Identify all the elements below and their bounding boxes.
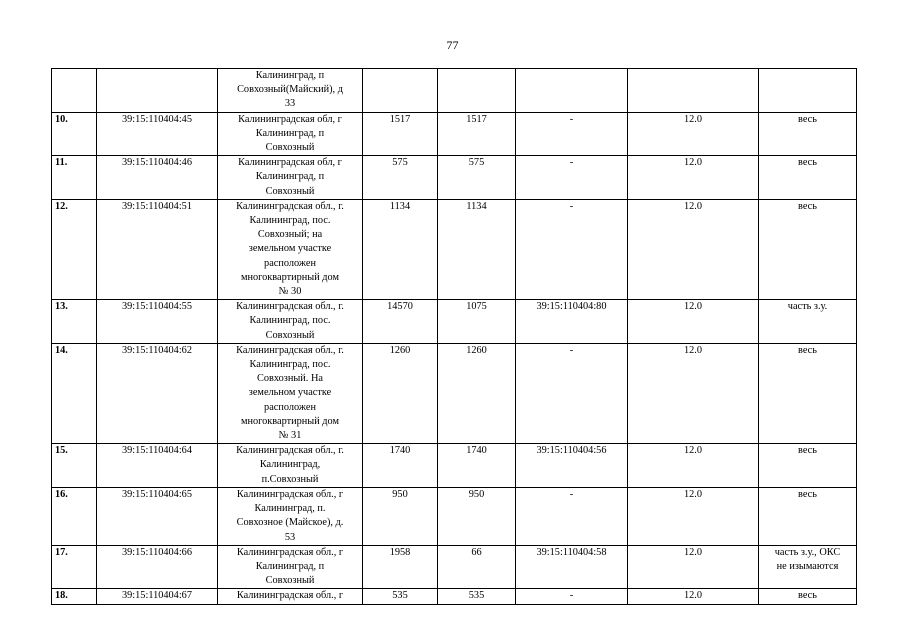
address-line: расположен <box>264 401 316 413</box>
table-row <box>52 69 857 113</box>
address-cell <box>218 444 363 488</box>
seizure-part-line: весь <box>798 157 817 169</box>
page-number: 77 <box>446 38 459 52</box>
row-number-cell <box>52 69 97 113</box>
total-area-cell: 1740 <box>363 444 438 488</box>
address-line: Калининградская обл., г. <box>236 301 344 313</box>
address-cell <box>218 300 363 344</box>
row-number-cell: 12. <box>52 199 97 299</box>
seizure-part-cell <box>759 589 857 604</box>
seizure-part-cell <box>759 545 857 589</box>
cadastral-number-cell: 39:15:110404:45 <box>97 112 218 156</box>
row-number-cell: 11. <box>52 156 97 200</box>
term-cell: 12.0 <box>628 444 759 488</box>
total-area-cell: 575 <box>363 156 438 200</box>
address-cell <box>218 343 363 443</box>
address-line: Калининградская обл., г <box>236 590 344 602</box>
total-area-cell <box>363 69 438 113</box>
address-line: Совхозный <box>265 185 315 197</box>
table-row <box>52 112 857 156</box>
address-line: Совхозный <box>265 575 315 587</box>
address-line: Калининград, пос. <box>249 359 331 371</box>
cadastral-number-cell: 39:15:110404:66 <box>97 545 218 589</box>
land-plots-table <box>51 68 857 605</box>
table-row <box>52 444 857 488</box>
cadastral-number-cell: 39:15:110404:62 <box>97 343 218 443</box>
address-line: 53 <box>284 531 296 543</box>
seizure-part-line: не изымаются <box>776 560 839 572</box>
building-cadastral-cell: - <box>516 156 628 200</box>
address-cell <box>218 199 363 299</box>
seized-area-cell: 1260 <box>438 343 516 443</box>
seizure-part-line: весь <box>798 200 817 212</box>
row-number-cell: 15. <box>52 444 97 488</box>
seized-area-cell: 1517 <box>438 112 516 156</box>
seizure-part-cell <box>759 199 857 299</box>
building-cadastral-cell: 39:15:110404:58 <box>516 545 628 589</box>
address-line: расположен <box>264 257 316 269</box>
seized-area-cell: 66 <box>438 545 516 589</box>
term-cell <box>628 69 759 113</box>
total-area-cell: 535 <box>363 589 438 604</box>
seizure-part-cell <box>759 444 857 488</box>
seized-area-cell: 535 <box>438 589 516 604</box>
term-cell: 12.0 <box>628 487 759 545</box>
seizure-part-line: весь <box>798 344 817 356</box>
seized-area-cell: 1075 <box>438 300 516 344</box>
seizure-part-line: весь <box>798 590 817 602</box>
seized-area-cell: 1740 <box>438 444 516 488</box>
building-cadastral-cell: - <box>516 199 628 299</box>
address-line: Калининградская обл., г <box>236 488 344 500</box>
seizure-part-line: весь <box>798 488 817 500</box>
address-line: Калининград, п <box>255 560 325 572</box>
cadastral-number-cell <box>97 69 218 113</box>
address-line: земельном участке <box>248 243 332 255</box>
address-line: Калининград, п <box>255 127 325 139</box>
address-line: Калининградская обл., г. <box>236 344 344 356</box>
table-row <box>52 199 857 299</box>
seizure-part-line: часть з.у. <box>787 301 828 313</box>
address-line: Калининградская обл., г <box>236 546 344 558</box>
term-cell: 12.0 <box>628 300 759 344</box>
address-line: Совхозное (Майское), д. <box>236 517 344 529</box>
address-line: Калининград, пос. <box>249 315 331 327</box>
table-row <box>52 156 857 200</box>
address-line: Совхозный <box>265 329 315 341</box>
row-number-cell: 14. <box>52 343 97 443</box>
table-row <box>52 589 857 604</box>
table-row <box>52 300 857 344</box>
row-number-cell: 10. <box>52 112 97 156</box>
address-line: Калининградская обл., г. <box>236 200 344 212</box>
seizure-part-cell <box>759 69 857 113</box>
address-cell <box>218 112 363 156</box>
cadastral-number-cell: 39:15:110404:55 <box>97 300 218 344</box>
table-row <box>52 545 857 589</box>
term-cell: 12.0 <box>628 343 759 443</box>
address-cell <box>218 69 363 113</box>
building-cadastral-cell: 39:15:110404:56 <box>516 444 628 488</box>
seized-area-cell <box>438 69 516 113</box>
total-area-cell: 1517 <box>363 112 438 156</box>
row-number-cell: 13. <box>52 300 97 344</box>
address-cell <box>218 589 363 604</box>
term-cell: 12.0 <box>628 589 759 604</box>
row-number-cell: 18. <box>52 589 97 604</box>
address-line: Калининград, п <box>255 171 325 183</box>
seizure-part-cell <box>759 156 857 200</box>
cadastral-number-cell: 39:15:110404:51 <box>97 199 218 299</box>
seized-area-cell: 1134 <box>438 199 516 299</box>
address-line: многоквартирный дом <box>241 271 339 283</box>
building-cadastral-cell: - <box>516 343 628 443</box>
address-line: Калининградская обл., г. <box>236 445 344 457</box>
term-cell: 12.0 <box>628 545 759 589</box>
address-line: Совхозный(Майский), д <box>237 84 343 96</box>
address-cell <box>218 487 363 545</box>
table-row <box>52 343 857 443</box>
address-line: № 30 <box>278 286 302 298</box>
building-cadastral-cell: - <box>516 487 628 545</box>
seizure-part-cell <box>759 343 857 443</box>
seizure-part-cell <box>759 300 857 344</box>
building-cadastral-cell: - <box>516 112 628 156</box>
seizure-part-cell <box>759 487 857 545</box>
address-cell <box>218 156 363 200</box>
address-line: п.Совхозный <box>261 473 319 485</box>
address-cell <box>218 545 363 589</box>
address-line: Совхозный. На <box>257 373 323 385</box>
table-row <box>52 487 857 545</box>
building-cadastral-cell <box>516 69 628 113</box>
cadastral-number-cell: 39:15:110404:67 <box>97 589 218 604</box>
term-cell: 12.0 <box>628 156 759 200</box>
address-line: Калининградская обл, г <box>238 113 342 125</box>
address-line: многоквартирный дом <box>241 415 339 427</box>
address-line: Калининград, <box>259 459 321 471</box>
address-line: Совхозный; на <box>257 229 323 241</box>
total-area-cell: 14570 <box>363 300 438 344</box>
cadastral-number-cell: 39:15:110404:64 <box>97 444 218 488</box>
total-area-cell: 1134 <box>363 199 438 299</box>
address-line: земельном участке <box>248 387 332 399</box>
term-cell: 12.0 <box>628 112 759 156</box>
address-line: Совхозный <box>265 142 315 154</box>
address-line: Калининград, п. <box>254 503 326 515</box>
seizure-part-line: весь <box>798 445 817 457</box>
address-line: Калининград, п <box>255 70 325 81</box>
seizure-part-line: весь <box>798 113 817 125</box>
seized-area-cell: 575 <box>438 156 516 200</box>
address-line: Калининградская обл, г <box>238 157 342 169</box>
cadastral-number-cell: 39:15:110404:46 <box>97 156 218 200</box>
total-area-cell: 1260 <box>363 343 438 443</box>
term-cell: 12.0 <box>628 199 759 299</box>
row-number-cell: 17. <box>52 545 97 589</box>
building-cadastral-cell: - <box>516 589 628 604</box>
address-line: Калининград, пос. <box>249 215 331 227</box>
total-area-cell: 950 <box>363 487 438 545</box>
seizure-part-cell <box>759 112 857 156</box>
seized-area-cell: 950 <box>438 487 516 545</box>
total-area-cell: 1958 <box>363 545 438 589</box>
cadastral-number-cell: 39:15:110404:65 <box>97 487 218 545</box>
row-number-cell: 16. <box>52 487 97 545</box>
address-line: № 31 <box>278 430 302 442</box>
building-cadastral-cell: 39:15:110404:80 <box>516 300 628 344</box>
seizure-part-line: часть з.у., ОКС <box>774 546 841 558</box>
address-line: 33 <box>284 98 296 110</box>
